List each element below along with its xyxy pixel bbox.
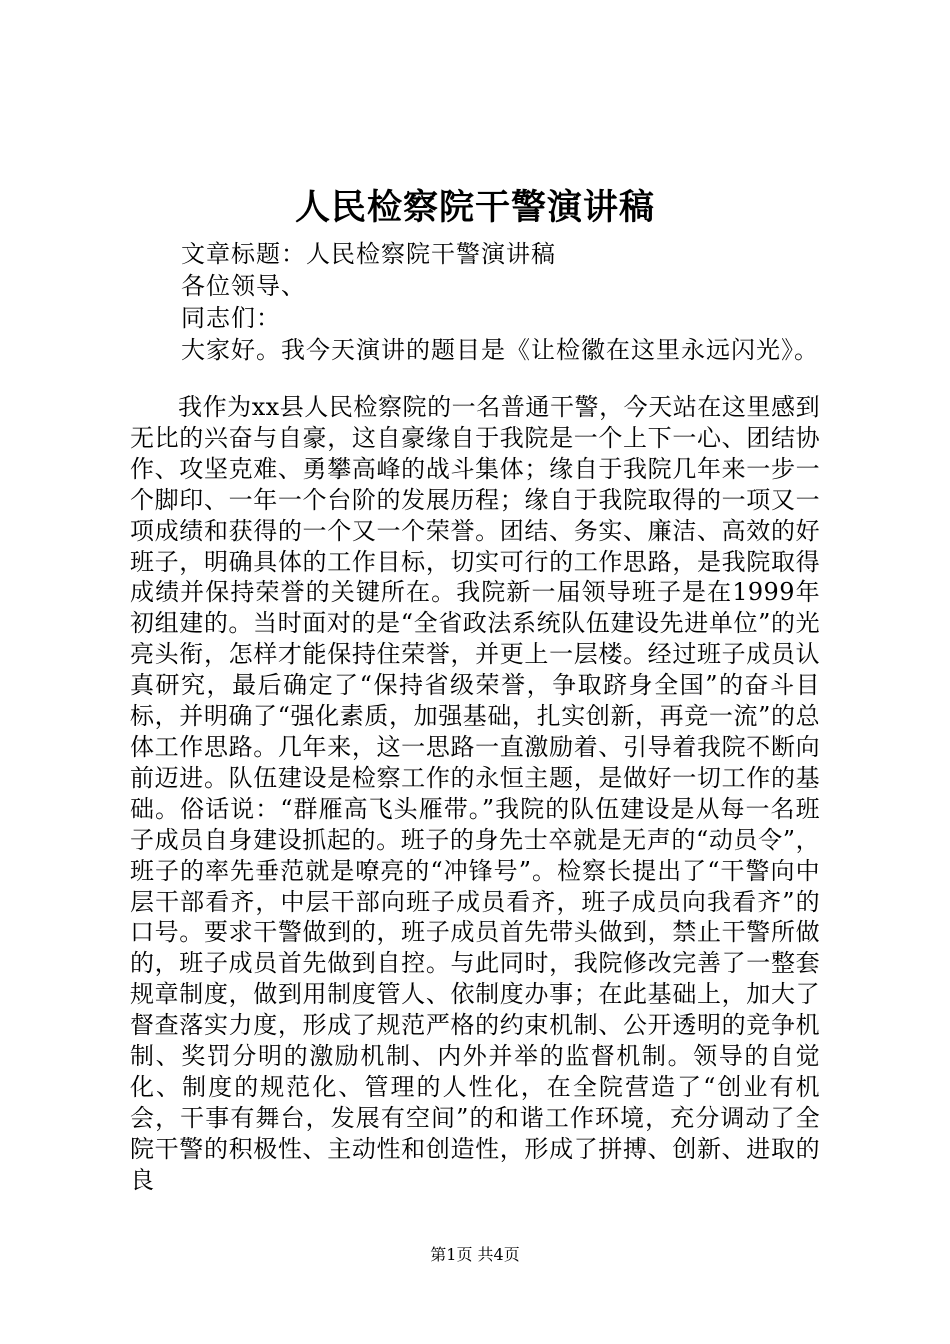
greeting-line: 大家好。我今天演讲的题目是《让检徽在这里永远闪光》。 <box>181 336 819 364</box>
page-number: 第1页 共4页 <box>430 1245 520 1264</box>
body-paragraph: 我作为xx县人民检察院的一名普通干警，今天站在这里感到无比的兴奋与自豪，这自豪缘自于我院是一个上下一心、团结协作、攻坚克难、勇攀高峰的战斗集体；缘自于我院几年来一步一个脚印、一年一个台阶的发展历程；缘自于我院取得的一项又一项成绩和获得的一个又一个荣誉。团结、务实、廉洁、高效的好班子，明确具体的工作目标，切实可行的工作思路，是我院取得成绩并保持荣誉的关键所在。我院新一届领导班子是在1999年初组建的。当时面对的是“全省政法系统队伍建设先进单位”的光亮头衔，怎样才能保持住荣誉，并更上一层楼。经过班子成员认真研究，最后确定了“保持省级荣誉，争取跻身全国”的奋斗目标，并明确了“强化素质，加强基础，扎实创新，再竞一流”的总体工作思路。几年来，这一思路一直激励着、引导着我院不断向前迈进。队伍建设是检察工作的永恒主题，是做好一切工作的基础。俗话说：“群雁高飞头雁带。”我院的队伍建设是从每一名班子成员自身建设抓起的。班子的身先士卒就是无声的“动员令”，班子的率先垂范就是嘹亮的“冲锋号”。检察长提出了“干警向中层干部看齐，中层干部向班子成员看齐，班子成员向我看齐”的口号。要求干警做到的，班子成员首先带头做到，禁止干警所做的，班子成员首先做到自控。与此同时，我院修改完善了一整套规章制度，做到用制度管人、依制度办事；在此基础上，加大了督查落实力度，形成了规范严格的约束机制、公开透明的竞争机制、奖罚分明的激励机制、内外并举的监督机制。领导的自觉化、制度的规范化、管理的人性化，在全院营造了“创业有机会，干事有舞台，发展有空间”的和谐工作环境，充分调动了全院干警的积极性、主动性和创造性，形成了拼搏、创新、进取的良 <box>130 393 820 1194</box>
salutation-leaders: 各位领导、 <box>181 272 306 300</box>
intro-block <box>181 238 901 366</box>
document-title: 人民检察院干警演讲稿 <box>294 187 655 228</box>
salutation-comrades: 同志们： <box>181 304 281 332</box>
article-title-line: 文章标题：人民检察院干警演讲稿 <box>181 240 556 268</box>
